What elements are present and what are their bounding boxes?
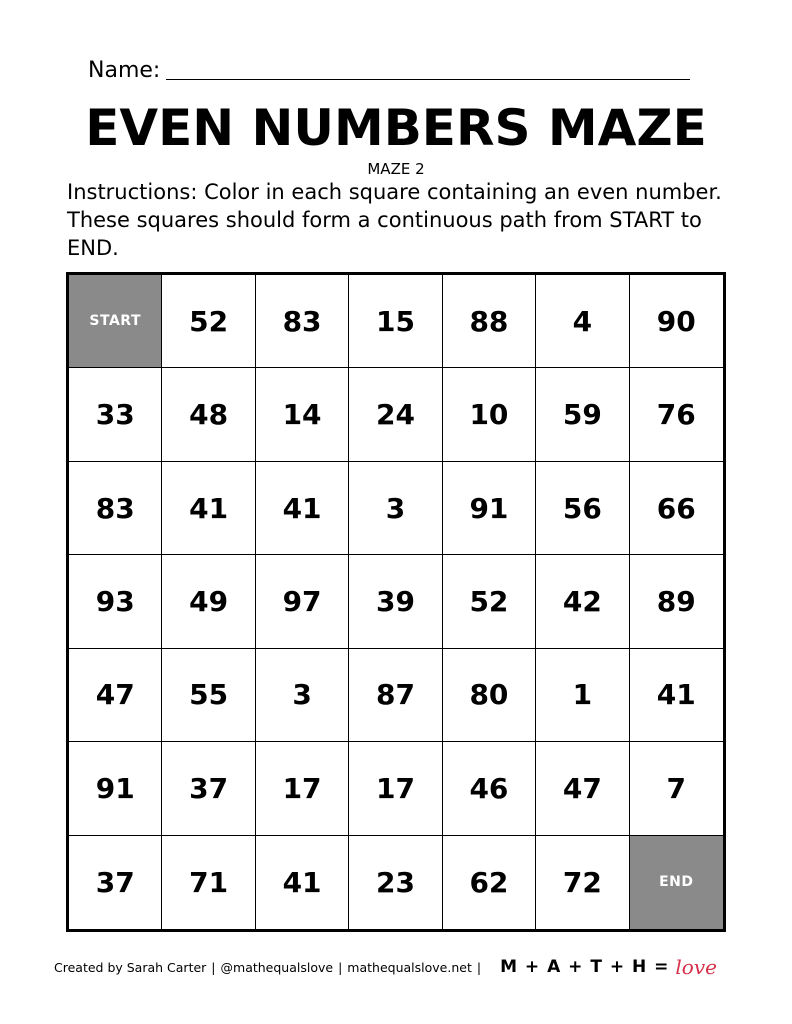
- maze-cell[interactable]: 83: [69, 462, 162, 555]
- maze-cell[interactable]: 41: [256, 836, 349, 929]
- maze-cell[interactable]: 91: [69, 742, 162, 835]
- name-field-row: [88, 58, 690, 84]
- instructions-text: Instructions: Color in each square containing an even number. These squares should form a continuous path from START to END.: [67, 180, 722, 260]
- maze-cell[interactable]: 59: [536, 368, 629, 461]
- maze-cell[interactable]: 52: [162, 275, 255, 368]
- maze-cell[interactable]: 4: [536, 275, 629, 368]
- footer-site: mathequalslove.net: [347, 959, 472, 975]
- start-cell: START: [69, 275, 162, 368]
- maze-cell[interactable]: 87: [349, 649, 442, 742]
- math-equals-love-logo: [500, 955, 717, 979]
- maze-cell[interactable]: 90: [630, 275, 723, 368]
- footer-separator: |: [476, 959, 482, 975]
- maze-cell[interactable]: 83: [256, 275, 349, 368]
- maze-cell[interactable]: 3: [256, 649, 349, 742]
- maze-cell[interactable]: 49: [162, 555, 255, 648]
- maze-cell[interactable]: 80: [443, 649, 536, 742]
- maze-cell[interactable]: 72: [536, 836, 629, 929]
- maze-cell[interactable]: 39: [349, 555, 442, 648]
- maze-cell[interactable]: 24: [349, 368, 442, 461]
- footer-author: Created by Sarah Carter: [54, 959, 207, 975]
- maze-cell[interactable]: 89: [630, 555, 723, 648]
- maze-cell[interactable]: 41: [256, 462, 349, 555]
- logo-love-script: love: [675, 955, 717, 979]
- maze-cell[interactable]: 15: [349, 275, 442, 368]
- maze-cell[interactable]: 48: [162, 368, 255, 461]
- footer-handle: @mathequalslove: [220, 959, 334, 975]
- maze-cell[interactable]: 66: [630, 462, 723, 555]
- maze-cell[interactable]: 33: [69, 368, 162, 461]
- maze-cell[interactable]: 10: [443, 368, 536, 461]
- name-label: Name:: [88, 58, 161, 83]
- maze-cell[interactable]: 46: [443, 742, 536, 835]
- maze-cell[interactable]: 42: [536, 555, 629, 648]
- maze-cell[interactable]: 41: [162, 462, 255, 555]
- footer-separator: |: [211, 959, 216, 975]
- end-cell: END: [630, 836, 723, 929]
- maze-cell[interactable]: 56: [536, 462, 629, 555]
- maze-cell[interactable]: 71: [162, 836, 255, 929]
- maze-cell[interactable]: 14: [256, 368, 349, 461]
- maze-cell[interactable]: 52: [443, 555, 536, 648]
- maze-grid: [66, 272, 726, 932]
- maze-cell[interactable]: 88: [443, 275, 536, 368]
- maze-cell[interactable]: 47: [536, 742, 629, 835]
- maze-cell[interactable]: 3: [349, 462, 442, 555]
- footer: [54, 955, 717, 979]
- maze-cell[interactable]: 97: [256, 555, 349, 648]
- maze-cell[interactable]: 62: [443, 836, 536, 929]
- maze-cell[interactable]: 17: [256, 742, 349, 835]
- logo-text: M + A + T + H =: [500, 957, 670, 977]
- maze-cell[interactable]: 17: [349, 742, 442, 835]
- maze-cell[interactable]: 76: [630, 368, 723, 461]
- footer-separator: |: [338, 959, 343, 975]
- name-write-line[interactable]: [166, 79, 690, 80]
- maze-cell[interactable]: 41: [630, 649, 723, 742]
- maze-cell[interactable]: 37: [69, 836, 162, 929]
- maze-cell[interactable]: 47: [69, 649, 162, 742]
- maze-cell[interactable]: 23: [349, 836, 442, 929]
- maze-cell[interactable]: 91: [443, 462, 536, 555]
- maze-cell[interactable]: 55: [162, 649, 255, 742]
- maze-cell[interactable]: 93: [69, 555, 162, 648]
- maze-cell[interactable]: 1: [536, 649, 629, 742]
- maze-cell[interactable]: 7: [630, 742, 723, 835]
- maze-number: MAZE 2: [367, 160, 425, 178]
- worksheet-title: EVEN NUMBERS MAZE: [85, 99, 707, 157]
- maze-cell[interactable]: 37: [162, 742, 255, 835]
